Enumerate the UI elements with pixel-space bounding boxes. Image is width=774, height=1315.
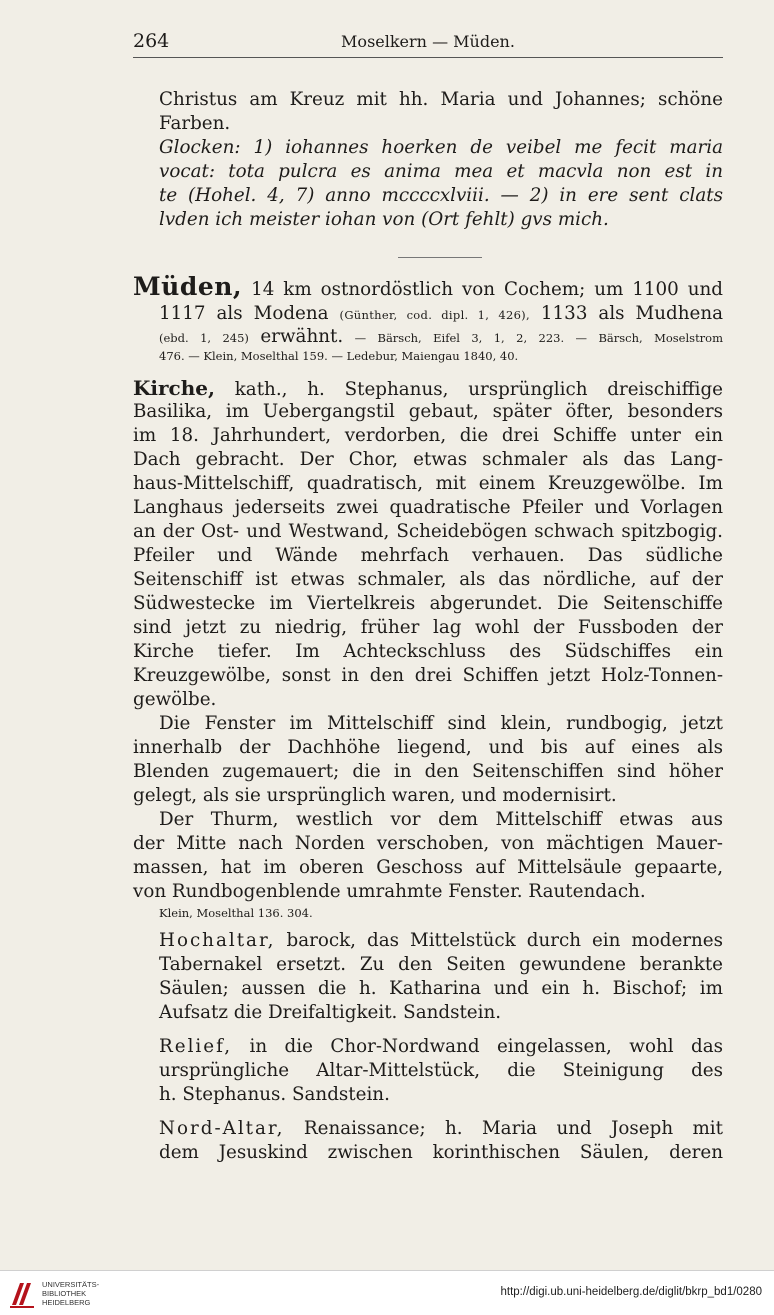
text-line: haus-Mittelschiff, quadratisch, mit einem Kreuzgewölbe. Im bbox=[133, 473, 723, 494]
glocken-section bbox=[133, 88, 723, 232]
text-line: Blenden zugemauert; die in den Seitenschiffen sind höher bbox=[133, 761, 723, 782]
text-line: Glocken: 1) iohannes hoerken de veibel me fecit maria bbox=[159, 137, 723, 158]
nordaltar-label: Nord-Altar, bbox=[159, 1118, 285, 1139]
permalink-url[interactable]: http://digi.ub.uni-heidelberg.de/diglit/bkrp_bd1/0280 bbox=[500, 1286, 762, 1298]
reference-line: 476. — Klein, Moselthal 159. — Ledebur, Maiengau 1840, 40. bbox=[159, 349, 519, 363]
text-line: an der Ost- und Westwand, Scheidebögen schwach spitzbogig. bbox=[133, 521, 723, 542]
viewer-footer bbox=[0, 1270, 774, 1315]
page-number: 264 bbox=[133, 30, 170, 52]
text-line: gelegt, als sie ursprünglich waren, und modernisirt. bbox=[133, 785, 617, 806]
text-line: Dach gebracht. Der Chor, etwas schmaler als das Lang- bbox=[133, 449, 723, 470]
text-line: sind jetzt zu niedrig, früher lag wohl der Fussboden der bbox=[133, 617, 723, 638]
text-line: massen, hat im oberen Geschoss auf Mittelsäule gepaarte, bbox=[133, 857, 723, 878]
relief-label: Relief, bbox=[159, 1036, 233, 1057]
kirche-label: Kirche, bbox=[133, 376, 215, 400]
entry-heading-line: Müden, 14 km ostnordöstlich von Cochem; um 1100 und bbox=[133, 272, 723, 301]
text-line: te (Hohel. 4, 7) anno mccccxlviii. — 2) in ere sent clats bbox=[159, 185, 723, 206]
page-header bbox=[133, 30, 723, 60]
text-line: Langhaus jederseits zwei quadratische Pfeiler und Vorlagen bbox=[133, 497, 723, 518]
text-line: von Rundbogenblende umrahmte Fenster. Rautendach. bbox=[133, 881, 646, 902]
text-line: Relief, in die Chor-Nordwand eingelassen, wohl das bbox=[159, 1036, 724, 1057]
text-line: Kirche, kath., h. Stephanus, ursprünglich dreischiffige bbox=[133, 376, 723, 400]
text-line: Kirche tiefer. Im Achteckschluss des Südschiffes ein bbox=[133, 641, 723, 662]
text-line: Die Fenster im Mittelschiff sind klein, rundbogig, jetzt bbox=[159, 713, 723, 734]
entry-heading: Müden, bbox=[133, 272, 243, 301]
text-line: lvden ich meister iohan von (Ort fehlt) gvs mich. bbox=[159, 209, 609, 230]
text-line: vocat: tota pulcra es anima mea et macvla non est in bbox=[159, 161, 723, 182]
text-line: im 18. Jahrhundert, verdorben, die drei Schiffe unter ein bbox=[133, 425, 723, 446]
text-line: Farben. bbox=[159, 113, 231, 134]
text-line: 1117 als Modena (Günther, cod. dipl. 1, 426), 1133 als Mudhena bbox=[159, 303, 723, 324]
text-line: Basilika, im Uebergangstil gebaut, später öfter, besonders bbox=[133, 401, 723, 422]
text-line: Der Thurm, westlich vor dem Mittelschiff etwas aus bbox=[159, 809, 723, 830]
text-line: ursprüngliche Altar-Mittelstück, die Steinigung des bbox=[159, 1060, 723, 1081]
text-line: Säulen; aussen die h. Katharina und ein h. Bischof; im bbox=[159, 978, 723, 999]
reference-line: Klein, Moselthal 136. 304. bbox=[159, 906, 313, 920]
text-line: innerhalb der Dachhöhe liegend, und bis auf eines als bbox=[133, 737, 723, 758]
text-line: dem Jesuskind zwischen korinthischen Säulen, deren bbox=[159, 1142, 723, 1163]
text-line: h. Stephanus. Sandstein. bbox=[159, 1084, 390, 1105]
running-title: Moselkern — Müden. bbox=[341, 32, 515, 51]
hochaltar-label: Hochaltar, bbox=[159, 930, 276, 951]
text-line: Südwestecke im Viertelkreis abgerundet. Die Seitenschiffe bbox=[133, 593, 723, 614]
text-line: Nord-Altar, Renaissance; h. Maria und Joseph mit bbox=[159, 1118, 724, 1139]
text-line: Christus am Kreuz mit hh. Maria und Johannes; schöne bbox=[159, 89, 723, 110]
header-rule bbox=[133, 57, 723, 58]
library-logo-text: UNIVERSITÄTS- BIBLIOTHEK HEIDELBERG bbox=[42, 1280, 100, 1307]
text-line: der Mitte nach Norden verschoben, von mächtigen Mauer- bbox=[133, 833, 723, 854]
text-line: Kreuzgewölbe, sonst in den drei Schiffen jetzt Holz-Tonnen- bbox=[133, 665, 723, 686]
university-logo-icon bbox=[8, 1279, 36, 1309]
section-divider bbox=[398, 257, 482, 258]
reference-line: (ebd. 1, 245) erwähnt. — Bärsch, Eifel 3, 1, 2, 223. — Bärsch, Moselstrom bbox=[159, 326, 724, 347]
text-line: Seitenschiff ist etwas schmaler, als das nördliche, auf der bbox=[133, 569, 723, 590]
text-line: gewölbe. bbox=[133, 689, 217, 710]
muden-entry bbox=[133, 272, 723, 1165]
text-line: Tabernakel ersetzt. Zu den Seiten gewundene berankte bbox=[159, 954, 723, 975]
text-line: Pfeiler und Wände mehrfach verhauen. Das südliche bbox=[133, 545, 723, 566]
text-line: Hochaltar, barock, das Mittelstück durch ein modernes bbox=[159, 930, 724, 951]
text-line: Aufsatz die Dreifaltigkeit. Sandstein. bbox=[159, 1002, 502, 1023]
